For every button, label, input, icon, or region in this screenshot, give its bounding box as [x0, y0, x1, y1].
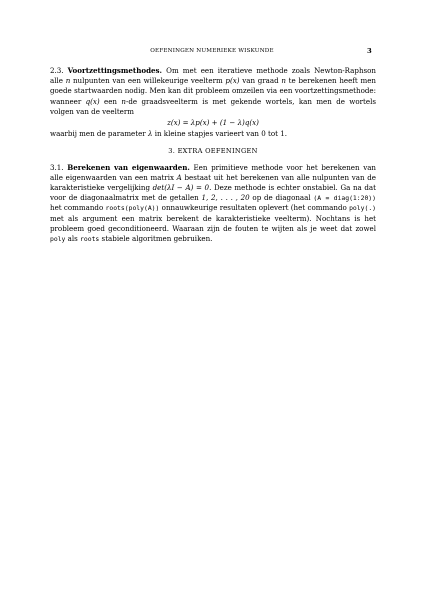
section-title: Voortzettingsmethodes. [67, 66, 163, 75]
math-px: p(x) [225, 76, 240, 86]
code-poly: poly(.) [349, 204, 377, 213]
math-lambda: λ [147, 129, 153, 139]
paragraph-text: het commando [50, 203, 106, 213]
paragraph-text: als [65, 234, 81, 244]
section-3-1-paragraph [50, 163, 376, 245]
equation-followup [50, 129, 376, 139]
paragraph-text: . Deze methode is echter onstabiel. Ga na dat voor de diagonaalmatrix met de getallen [50, 183, 377, 203]
math-n: n [281, 76, 286, 86]
paragraph-text: nulpunten van een willekeurige veelterm [70, 76, 226, 86]
paragraph-text: -de graadsveelterm is met gekende wortels, kan men de wortels volgen van de veelterm [50, 96, 376, 116]
paragraph-text: Om met een iteratieve methode zoals Newton-Raphson alle [50, 66, 376, 86]
section-2-3-paragraph [50, 66, 376, 117]
paragraph-text: van graad [239, 76, 282, 86]
section-title: Berekenen van eigenwaarden. [67, 162, 190, 172]
section-number: 3.1. [50, 162, 64, 172]
code-roots-poly: roots(poly(A)) [105, 204, 160, 213]
code-roots: roots [80, 235, 100, 244]
page-number: 3 [367, 47, 372, 55]
code-poly: poly [50, 235, 66, 244]
paragraph-text: bestaat uit het berekenen van alle nulpunten van de karakteristieke vergelijking [50, 172, 376, 193]
math-seq: 1, 2, . . . , 20 [201, 193, 250, 203]
paragraph-text: onnauwkeurige resultaten oplevert (het commando [159, 203, 350, 213]
running-header: OEFENINGEN NUMERIEKE WISKUNDE [150, 48, 274, 54]
paragraph-text: stabiele algoritmen gebruiken. [99, 234, 213, 244]
section-heading: 3. EXTRA OEFENINGEN [168, 147, 258, 156]
math-n: n [121, 96, 126, 106]
paragraph-text: te berekenen heeft men goede startwaarden nodig. Men kan dit probleem omzeilen via een voortzettingsmethode: wanneer [50, 76, 376, 106]
paragraph-text: een [99, 96, 122, 106]
section-number: 2.3. [50, 66, 64, 75]
paragraph-text: in kleine stapjes varieert van 0 tot 1. [152, 129, 288, 139]
page-body [50, 66, 376, 244]
math-n: n [65, 76, 71, 86]
paragraph-text: op de diagonaal [249, 193, 314, 203]
code-diag: (A = diag(1:20)) [313, 194, 376, 203]
paragraph-text: met als argument een matrix berekent de karakteristieke veelterm). Nochtans is het probleem goed geconditioneerd. Waaraan zijn de fouten te wijten als je weet dat zowel [50, 213, 376, 233]
math-qx: q(x) [85, 96, 100, 106]
display-equation: z(x) = λp(x) + (1 − λ)q(x) [167, 118, 259, 128]
paragraph-text: waarbij men de parameter [50, 129, 148, 139]
math-A: A [176, 172, 182, 182]
math-det: det(λI − A) = 0 [152, 183, 210, 193]
paragraph-text: Een primitieve methode voor het berekenen van alle eigenwaarden van een matrix [50, 162, 377, 182]
